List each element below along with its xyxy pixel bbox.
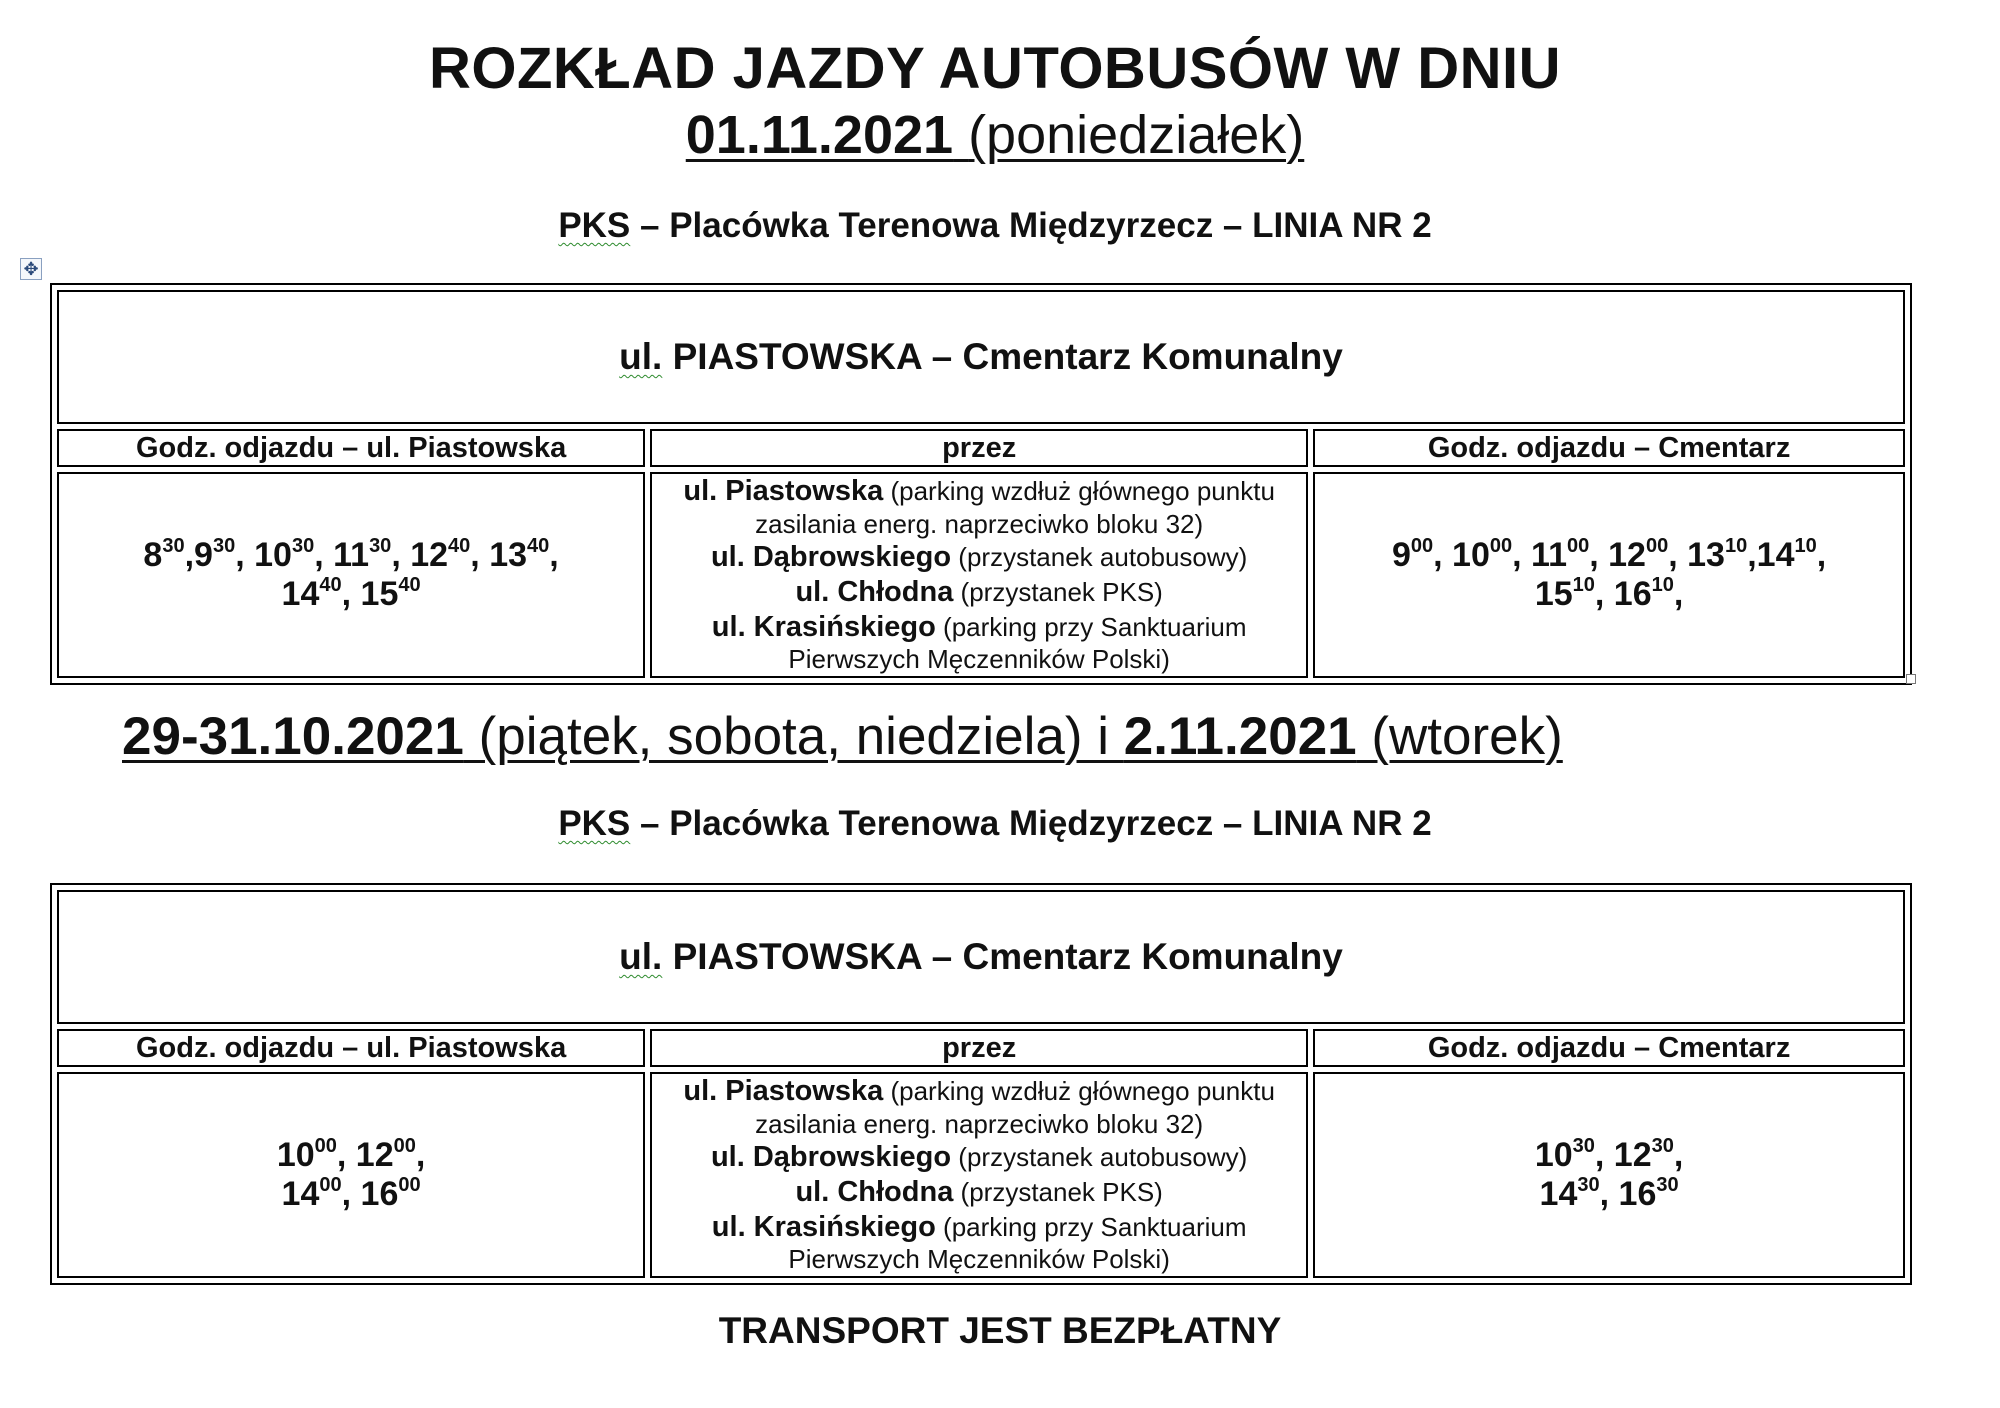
footer-note: TRANSPORT JEST BEZPŁATNY <box>718 1310 1282 1351</box>
time-separator: , <box>1673 1135 1684 1174</box>
time-hour: 10 <box>1534 1135 1573 1174</box>
time-hour: 12 <box>410 535 449 574</box>
departure-time <box>489 536 559 574</box>
time-minutes: 40 <box>448 534 471 557</box>
time-separator: , <box>391 535 411 574</box>
header-via: przez <box>650 429 1308 467</box>
departure-time <box>361 1175 421 1213</box>
departure-time <box>1531 536 1608 574</box>
via-note: (przystanek PKS) <box>953 576 1163 607</box>
timetable-1 <box>50 283 1912 685</box>
table-resize-handle[interactable] <box>1906 674 1916 684</box>
time-hour: 10 <box>276 1135 315 1174</box>
via-note: (parking przy Sanktuarium Pierwszych Męczenników Polski) <box>788 1211 1247 1275</box>
time-separator: , <box>184 535 195 574</box>
departure-time <box>1608 536 1687 574</box>
departures-to <box>1315 1136 1903 1214</box>
time-hour: 14 <box>281 574 320 613</box>
departure-time <box>361 575 421 613</box>
title-day: (poniedziałek) <box>968 105 1305 165</box>
time-hour: 14 <box>1539 1174 1578 1213</box>
time-minutes: 00 <box>1410 534 1434 557</box>
departure-time <box>1614 1136 1684 1174</box>
departures-from-cell <box>57 472 645 678</box>
header-departure-from: Godz. odjazdu – ul. Piastowska <box>57 429 645 467</box>
departure-time <box>1687 536 1757 574</box>
header-departure-from: Godz. odjazdu – ul. Piastowska <box>57 1029 645 1067</box>
time-separator: , <box>1599 1174 1619 1213</box>
time-separator: , <box>314 535 334 574</box>
dates-days: (piątek, sobota, niedziela) i <box>463 707 1124 766</box>
time-minutes: 40 <box>527 534 550 557</box>
departure-time <box>356 1136 426 1174</box>
second-section-dates <box>122 707 1563 766</box>
departure-time <box>194 536 254 574</box>
time-minutes: 10 <box>1651 573 1674 596</box>
time-minutes: 00 <box>314 1134 337 1157</box>
departure-time <box>1535 575 1614 613</box>
line-label-pks: PKS <box>558 206 631 245</box>
time-separator: , <box>1594 574 1614 613</box>
route-name: PIASTOWSKA – Cmentarz Komunalny <box>662 336 1343 377</box>
time-minutes: 30 <box>162 534 185 557</box>
route-title <box>57 290 1905 424</box>
departures-to <box>1315 536 1903 614</box>
time-hour: 11 <box>333 535 370 574</box>
departure-time <box>282 1175 361 1213</box>
departure-time <box>1540 1175 1619 1213</box>
departure-time <box>282 575 361 613</box>
via-street: ul. Dąbrowskiego <box>710 1140 952 1173</box>
via-note: (przystanek autobusowy) <box>951 1141 1248 1172</box>
time-hour: 14 <box>281 1174 320 1213</box>
time-hour: 16 <box>1618 1174 1657 1213</box>
departures-to-cell <box>1313 472 1905 678</box>
header-departure-to: Godz. odjazdu – Cmentarz <box>1313 1029 1905 1067</box>
line-label-2 <box>0 806 1990 841</box>
title-date <box>0 105 1990 165</box>
dates-range: 29-31.10.2021 <box>122 707 464 766</box>
time-separator: , <box>470 535 490 574</box>
route-title <box>57 890 1905 1024</box>
departures-to-cell <box>1313 1072 1905 1278</box>
departure-time <box>277 1136 356 1174</box>
departure-time <box>1614 575 1684 613</box>
time-hour: 15 <box>360 574 399 613</box>
time-separator: , <box>1673 574 1684 613</box>
departure-time <box>254 536 333 574</box>
via-note: (parking przy Sanktuarium Pierwszych Męczenników Polski) <box>788 611 1247 675</box>
via-list <box>652 1074 1306 1276</box>
dates-extra: 2.11.2021 <box>1123 707 1357 766</box>
time-separator: , <box>1589 535 1609 574</box>
time-separator: , <box>415 1135 426 1174</box>
time-separator: , <box>1594 1135 1614 1174</box>
time-hour: 9 <box>194 535 213 574</box>
time-minutes: 00 <box>319 1173 342 1196</box>
time-minutes: 00 <box>1566 534 1590 557</box>
time-hour: 13 <box>489 535 528 574</box>
page-title: ROZKŁAD JAZDY AUTOBUSÓW W DNIU <box>428 36 1561 101</box>
via-street: ul. Piastowska <box>683 475 884 507</box>
time-minutes: 00 <box>1489 534 1513 557</box>
departure-time <box>1392 536 1452 574</box>
time-separator: , <box>1668 535 1688 574</box>
time-minutes: 00 <box>1645 534 1669 557</box>
via-street: ul. Krasińskiego <box>711 1210 936 1243</box>
via-street: ul. Krasińskiego <box>711 610 936 643</box>
departure-time <box>410 536 489 574</box>
time-minutes: 00 <box>398 1173 421 1196</box>
route-ul: ul. <box>619 936 663 977</box>
via-stop <box>652 540 1306 575</box>
time-hour: 8 <box>143 535 163 574</box>
timetable-2 <box>50 883 1912 1285</box>
move-handle-icon[interactable]: ✥ <box>20 258 42 280</box>
via-note: (przystanek PKS) <box>953 1176 1163 1207</box>
line-label <box>0 208 1990 243</box>
header-departure-to: Godz. odjazdu – Cmentarz <box>1313 429 1905 467</box>
via-stop <box>652 1140 1306 1175</box>
time-hour: 16 <box>1613 574 1652 613</box>
time-hour: 10 <box>254 535 292 574</box>
via-street: ul. Piastowska <box>683 1075 884 1107</box>
line-label-rest: – Placówka Terenowa Międzyrzecz – LINIA NR 2 <box>630 206 1432 245</box>
via-stop <box>652 1175 1306 1210</box>
time-separator: , <box>341 1174 361 1213</box>
via-stop <box>652 575 1306 610</box>
departure-time <box>1757 536 1827 574</box>
departure-time <box>1619 1175 1679 1213</box>
via-street: ul. Chłodna <box>795 1175 954 1208</box>
title-date-value: 01.11.2021 <box>685 105 954 165</box>
departures-from <box>59 1136 643 1214</box>
time-minutes: 40 <box>398 573 421 596</box>
via-note: (przystanek autobusowy) <box>951 541 1248 572</box>
time-minutes: 10 <box>1794 534 1817 557</box>
time-minutes: 10 <box>1724 534 1748 557</box>
time-minutes: 30 <box>1577 1173 1600 1196</box>
time-minutes: 30 <box>291 534 315 557</box>
time-hour: 9 <box>1391 535 1411 574</box>
time-minutes: 30 <box>1651 1134 1674 1157</box>
time-hour: 11 <box>1531 535 1567 574</box>
time-hour: 16 <box>360 1174 399 1213</box>
time-separator: , <box>1747 535 1757 574</box>
via-list <box>652 474 1306 676</box>
time-hour: 12 <box>1613 1135 1652 1174</box>
time-hour: 15 <box>1534 574 1573 613</box>
via-cell <box>650 1072 1308 1278</box>
time-minutes: 30 <box>1656 1173 1679 1196</box>
line-label-pks: PKS <box>558 804 631 843</box>
departure-time <box>143 536 194 574</box>
time-separator: , <box>1816 535 1827 574</box>
departure-time <box>1535 1136 1614 1174</box>
dates-extra-day: (wtorek) <box>1356 707 1563 766</box>
time-hour: 13 <box>1687 535 1725 574</box>
departure-time <box>333 536 410 574</box>
via-street: ul. Dąbrowskiego <box>710 540 952 573</box>
time-separator: , <box>336 1135 356 1174</box>
time-hour: 14 <box>1756 535 1795 574</box>
route-name: PIASTOWSKA – Cmentarz Komunalny <box>662 936 1343 977</box>
via-stop <box>652 610 1306 676</box>
via-stop <box>652 474 1306 540</box>
via-stop <box>652 1210 1306 1276</box>
time-hour: 12 <box>1608 535 1646 574</box>
time-separator: , <box>1512 535 1532 574</box>
time-minutes: 40 <box>319 573 342 596</box>
time-minutes: 00 <box>393 1134 416 1157</box>
time-hour: 10 <box>1452 535 1490 574</box>
time-hour: 12 <box>355 1135 394 1174</box>
time-minutes: 10 <box>1572 573 1595 596</box>
time-minutes: 30 <box>1572 1134 1595 1157</box>
departure-time <box>1452 536 1531 574</box>
time-separator: , <box>341 574 361 613</box>
time-separator: , <box>235 535 255 574</box>
route-ul: ul. <box>619 336 663 377</box>
header-via: przez <box>650 1029 1308 1067</box>
via-cell <box>650 472 1308 678</box>
line-label-rest: – Placówka Terenowa Międzyrzecz – LINIA NR 2 <box>630 804 1432 843</box>
time-minutes: 30 <box>369 534 392 557</box>
time-separator: , <box>1433 535 1453 574</box>
time-minutes: 30 <box>212 534 236 557</box>
departures-from <box>59 536 643 614</box>
via-street: ul. Chłodna <box>795 575 954 608</box>
via-stop <box>652 1074 1306 1140</box>
time-separator: , <box>549 535 559 574</box>
departures-from-cell <box>57 1072 645 1278</box>
via-note: (parking wzdłuż głównego punktu zasilania energ. naprzeciwko bloku 32) <box>755 476 1275 539</box>
via-note: (parking wzdłuż głównego punktu zasilania energ. naprzeciwko bloku 32) <box>755 1076 1275 1139</box>
